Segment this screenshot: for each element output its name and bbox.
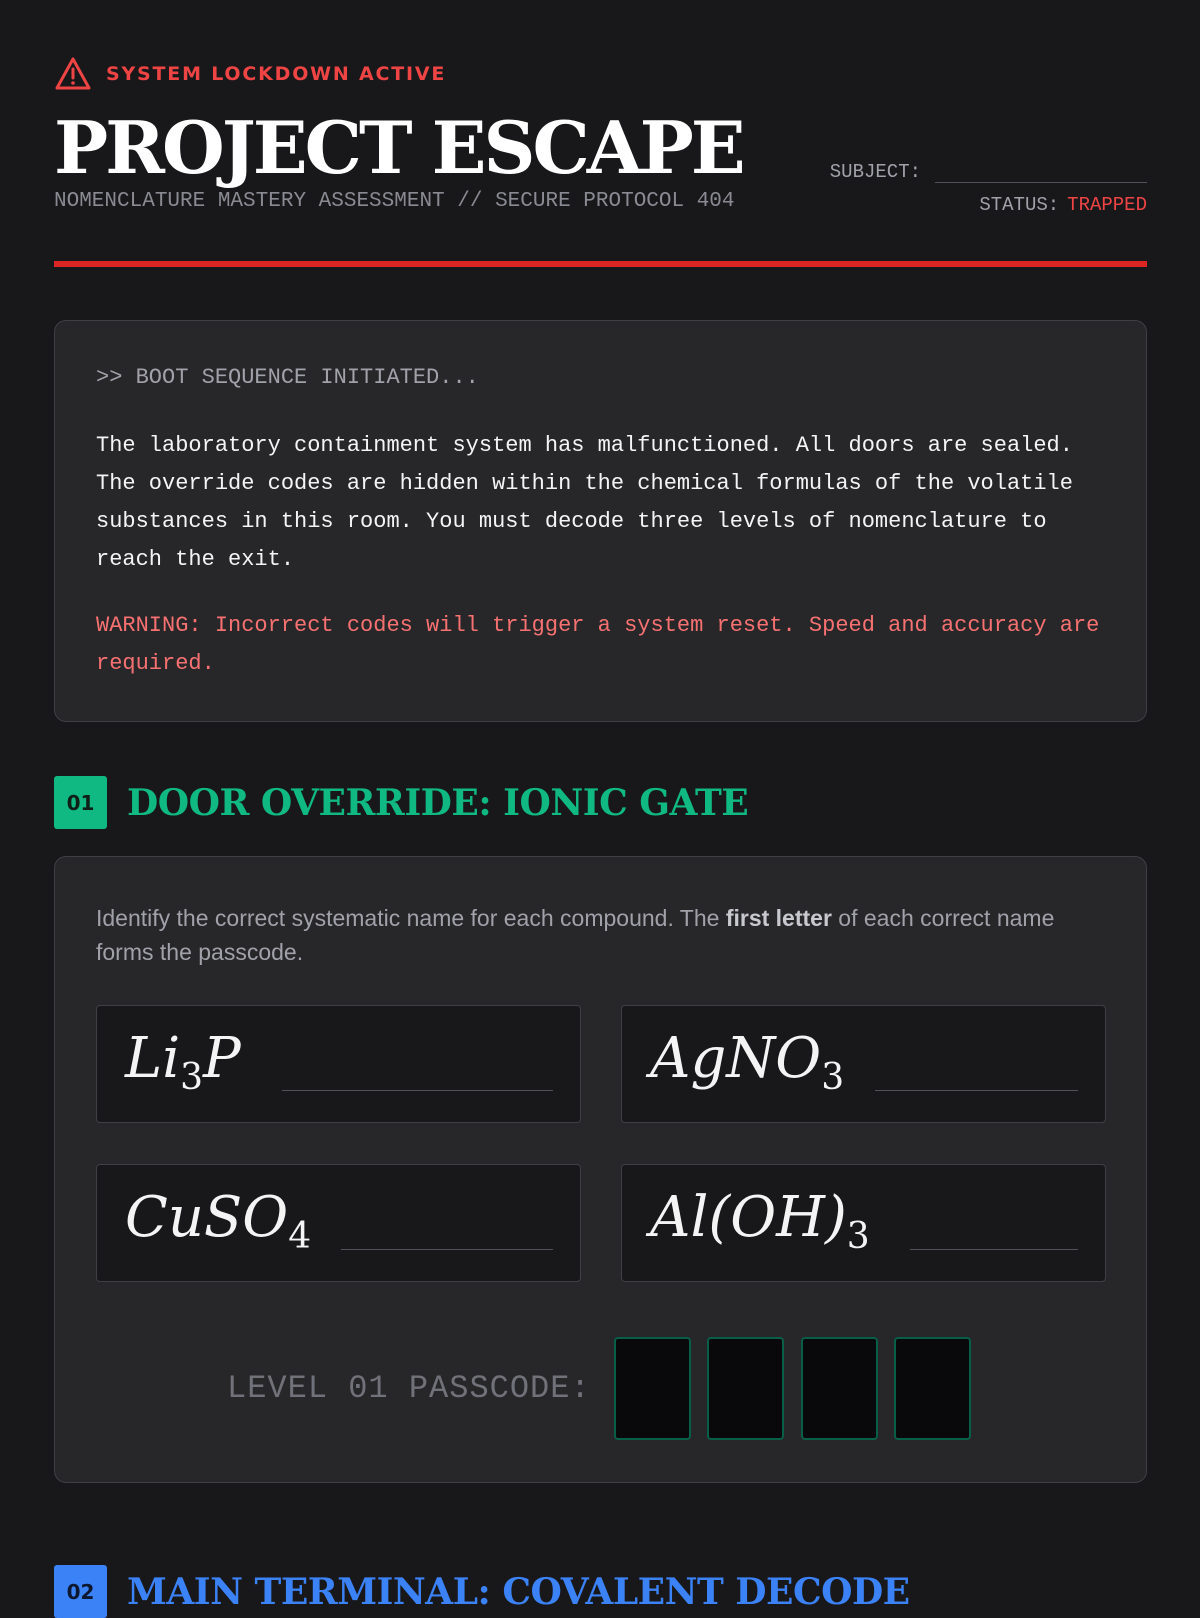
section-2-title: MAIN TERMINAL: COVALENT DECODE bbox=[127, 1570, 910, 1613]
boot-panel bbox=[54, 320, 1147, 722]
subject-input[interactable] bbox=[935, 166, 1147, 183]
ionic-gate-panel bbox=[54, 856, 1147, 1483]
compound-formula bbox=[125, 1024, 241, 1113]
compound-card bbox=[96, 1005, 581, 1123]
formula-base: Li bbox=[125, 1026, 181, 1091]
page-title: PROJECT ESCAPE bbox=[54, 105, 743, 190]
compound-card bbox=[96, 1164, 581, 1282]
page-subtitle: NOMENCLATURE MASTERY ASSESSMENT // SECURE PROTOCOL 404 bbox=[54, 190, 735, 213]
formula-subscript: 3 bbox=[180, 1057, 204, 1098]
compound-answer-input[interactable] bbox=[875, 1090, 1078, 1091]
formula-tail: P bbox=[203, 1026, 241, 1091]
instruction-post: of each correct name forms the passcode. bbox=[96, 905, 1055, 965]
alert-text: SYSTEM LOCKDOWN ACTIVE bbox=[106, 63, 447, 85]
status-value: TRAPPED bbox=[1067, 194, 1147, 216]
subject-label: SUBJECT: bbox=[829, 161, 921, 183]
section-1-instructions bbox=[96, 901, 1096, 969]
header-divider bbox=[54, 261, 1147, 267]
formula-base: Al(OH) bbox=[650, 1185, 847, 1250]
status-label: STATUS: bbox=[979, 194, 1060, 216]
section-1-badge: 01 bbox=[54, 776, 107, 829]
formula-subscript: 4 bbox=[288, 1216, 312, 1257]
formula-base: CuSO bbox=[125, 1185, 289, 1250]
compound-answer-input[interactable] bbox=[341, 1249, 553, 1250]
boot-warning: WARNING: Incorrect codes will trigger a system reset. Speed and accuracy are required. bbox=[96, 613, 1100, 676]
passcode-digit-input[interactable] bbox=[801, 1337, 878, 1440]
compound-card bbox=[621, 1005, 1106, 1123]
passcode-digit-input[interactable] bbox=[614, 1337, 691, 1440]
compound-formula bbox=[650, 1024, 844, 1113]
formula-subscript: 3 bbox=[846, 1216, 870, 1257]
compound-formula bbox=[650, 1183, 870, 1272]
instruction-pre: Identify the correct systematic name for each compound. The bbox=[96, 905, 726, 931]
passcode-digit-input[interactable] bbox=[707, 1337, 784, 1440]
passcode-label: LEVEL 01 PASSCODE: bbox=[227, 1370, 591, 1407]
formula-base: AgNO bbox=[650, 1026, 822, 1091]
lockdown-alert bbox=[54, 56, 446, 92]
compound-formula bbox=[125, 1183, 311, 1272]
compound-answer-input[interactable] bbox=[910, 1249, 1078, 1250]
boot-line: >> BOOT SEQUENCE INITIATED... bbox=[96, 365, 479, 390]
status-field bbox=[979, 194, 1147, 216]
subject-field bbox=[830, 161, 1147, 183]
warning-triangle-icon bbox=[54, 56, 92, 92]
compound-answer-input[interactable] bbox=[282, 1090, 553, 1091]
boot-body: The laboratory containment system has malfunctioned. All doors are sealed. The override codes are hidden within the chemical formulas of the volatile substances in this room. You must decode three levels of nomenclature to reach the exit. bbox=[96, 433, 1073, 572]
passcode-digit-input[interactable] bbox=[894, 1337, 971, 1440]
section-1-title: DOOR OVERRIDE: IONIC GATE bbox=[127, 781, 749, 824]
section-2-badge: 02 bbox=[54, 1565, 107, 1618]
instruction-bold: first letter bbox=[725, 905, 832, 931]
section-2-heading bbox=[54, 1565, 910, 1618]
section-1-heading bbox=[54, 776, 748, 829]
compound-card bbox=[621, 1164, 1106, 1282]
formula-subscript: 3 bbox=[821, 1057, 845, 1098]
